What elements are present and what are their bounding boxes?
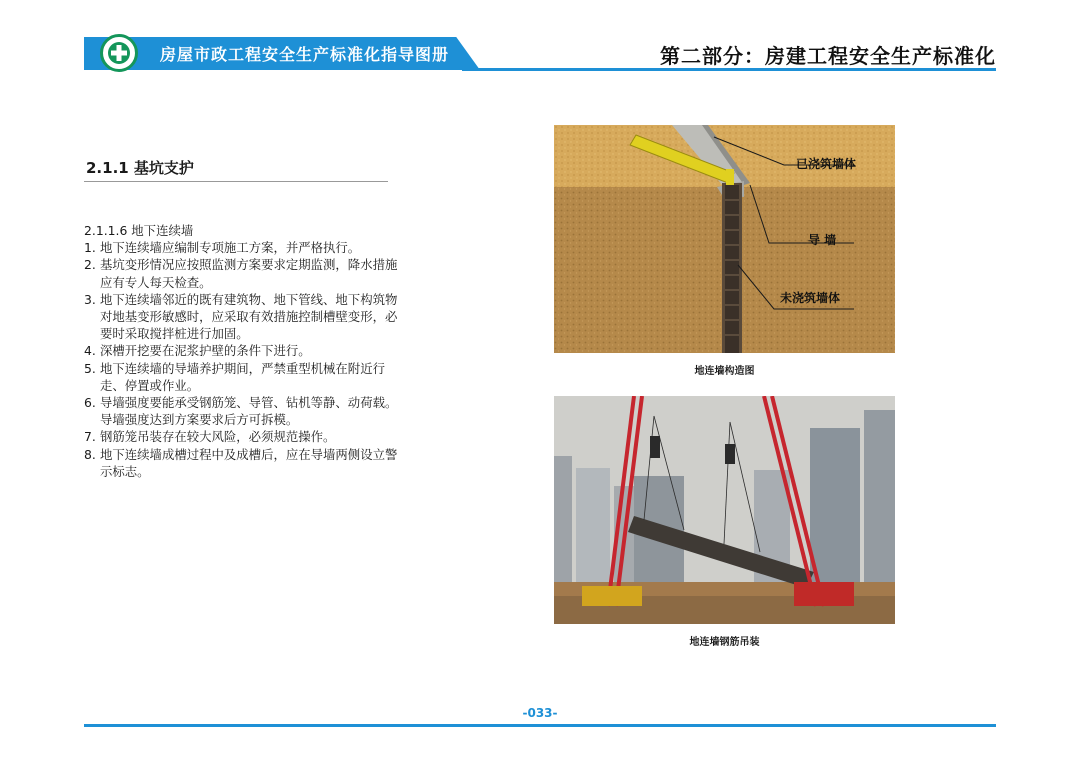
diaphragm-wall-diagram	[554, 125, 895, 353]
page-number: -033-	[522, 706, 558, 720]
list-item: 3. 地下连续墙邻近的既有建筑物、地下管线、地下构筑物对地基变形敏感时，应采取有效措施控制槽壁变形，必要时采取搅拌桩进行加固。	[84, 291, 398, 342]
label-unpoured-wall: 未浇筑墙体	[780, 291, 841, 305]
list-item: 7. 钢筋笼吊装存在较大风险，必须规范操作。	[84, 429, 336, 445]
list-item: 5. 地下连续墙的导墙养护期间，严禁重型机械在附近行走、停置或作业。	[84, 360, 385, 393]
label-guide-wall: 导 墙	[808, 233, 837, 247]
green-cross-logo-icon	[100, 34, 138, 72]
label-poured-wall: 已浇筑墙体	[796, 157, 857, 171]
header-right-title: 第二部分：房建工程安全生产标准化	[660, 44, 996, 68]
section-title: 2.1.1 基坑支护	[86, 159, 194, 177]
photo-caption: 地连墙钢筋吊装	[689, 637, 760, 648]
section-divider	[84, 181, 388, 182]
section-content	[84, 222, 404, 480]
list-item: 8. 地下连续墙成槽过程中及成槽后，应在导墙两侧设立警示标志。	[84, 446, 398, 479]
subheading: 2.1.1.6 地下连续墙	[84, 223, 194, 238]
list-item: 1. 地下连续墙应编制专项施工方案，并严格执行。	[84, 240, 361, 256]
list-item: 4. 深槽开挖要在泥浆护壁的条件下进行。	[84, 343, 311, 359]
header-left-title: 房屋市政工程安全生产标准化指导图册	[160, 45, 450, 64]
requirements-list	[84, 239, 404, 480]
footer-divider	[84, 724, 996, 727]
list-item: 6. 导墙强度要能承受钢筋笼、导管、钻机等静、动荷载。导墙强度达到方案要求后方可拆模。	[84, 395, 398, 428]
list-item: 2. 基坑变形情况应按照监测方案要求定期监测，降水措施应有专人每天检查。	[84, 257, 398, 290]
rebar-cage-lifting-photo	[554, 396, 895, 624]
diagram-caption: 地连墙构造图	[694, 366, 755, 377]
